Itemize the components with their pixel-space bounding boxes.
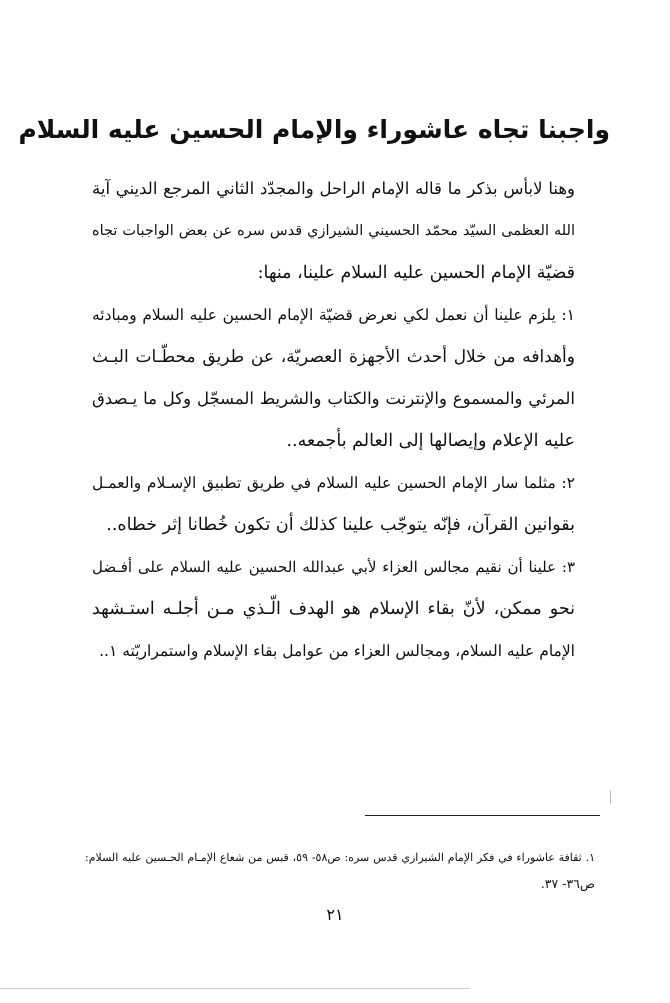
footnote [85, 845, 595, 897]
body-line: المرئي والمسموع والإنترنت والكتاب والشريط المسجّل وكل ما يـصدق [92, 389, 575, 408]
body-line: نحو ممكن، لأنّ بقاء الإسلام هو الهدف الّـذي مـن أجلـه استـشهد [92, 599, 575, 619]
body-line: بقوانين القرآن، فإنّه يتوجّب علينا كذلك أن تكون خُطانا إثر خطاه.. [106, 515, 575, 535]
margin-mark [610, 790, 611, 804]
section-heading: واجبنا تجاه عاشوراء والإمام الحسين عليه السلام [18, 115, 610, 144]
page-bottom-edge [0, 988, 470, 989]
body-line: ٢: مثلما سار الإمام الحسين عليه السلام في طريق تطبيق الإسـلام والعمـل [92, 474, 575, 492]
body-line: وأهدافه من خلال أحدث الأجهزة العصريّة، عن طريق محطّـات البـث [92, 347, 575, 367]
body-line: ١: يلزم علينا أن نعمل لكي نعرض قضيّة الإمام الحسين عليه السلام ومبادئه [92, 306, 575, 324]
body-line: الإمام عليه السلام، ومجالس العزاء من عوامل بقاء الإسلام واستمراريّته ١.. [99, 642, 575, 660]
footnote-line: ١. ثقافة عاشوراء في فكر الإمام الشيرازي قدس سره: ص٥٨- ٥٩، قبس من شعاع الإمـام الحـسين عليه السلام: [85, 851, 595, 864]
footnote-separator [365, 815, 600, 816]
body-line: الله العظمى السيّد محمّد الحسيني الشيرازي قدس سره عن بعض الواجبات تجاه [92, 223, 575, 239]
footnote-line: ص٣٦- ٣٧. [540, 876, 595, 891]
body-line: عليه الإعلام وإيصالها إلى العالم بأجمعه.. [286, 431, 575, 451]
body-line: ٣: علينا أن نقيم مجالس العزاء لأبي عبدالله الحسين عليه السلام على أفـضل [92, 558, 575, 576]
body-line: وهنا لابأس بذكر ما قاله الإمام الراحل والمجدّد الثاني المرجع الديني آية [92, 179, 575, 198]
body-line: قضيّة الإمام الحسين عليه السلام علينا، منها: [257, 263, 575, 283]
page-number: ٢١ [326, 905, 344, 924]
body-text [92, 168, 575, 672]
